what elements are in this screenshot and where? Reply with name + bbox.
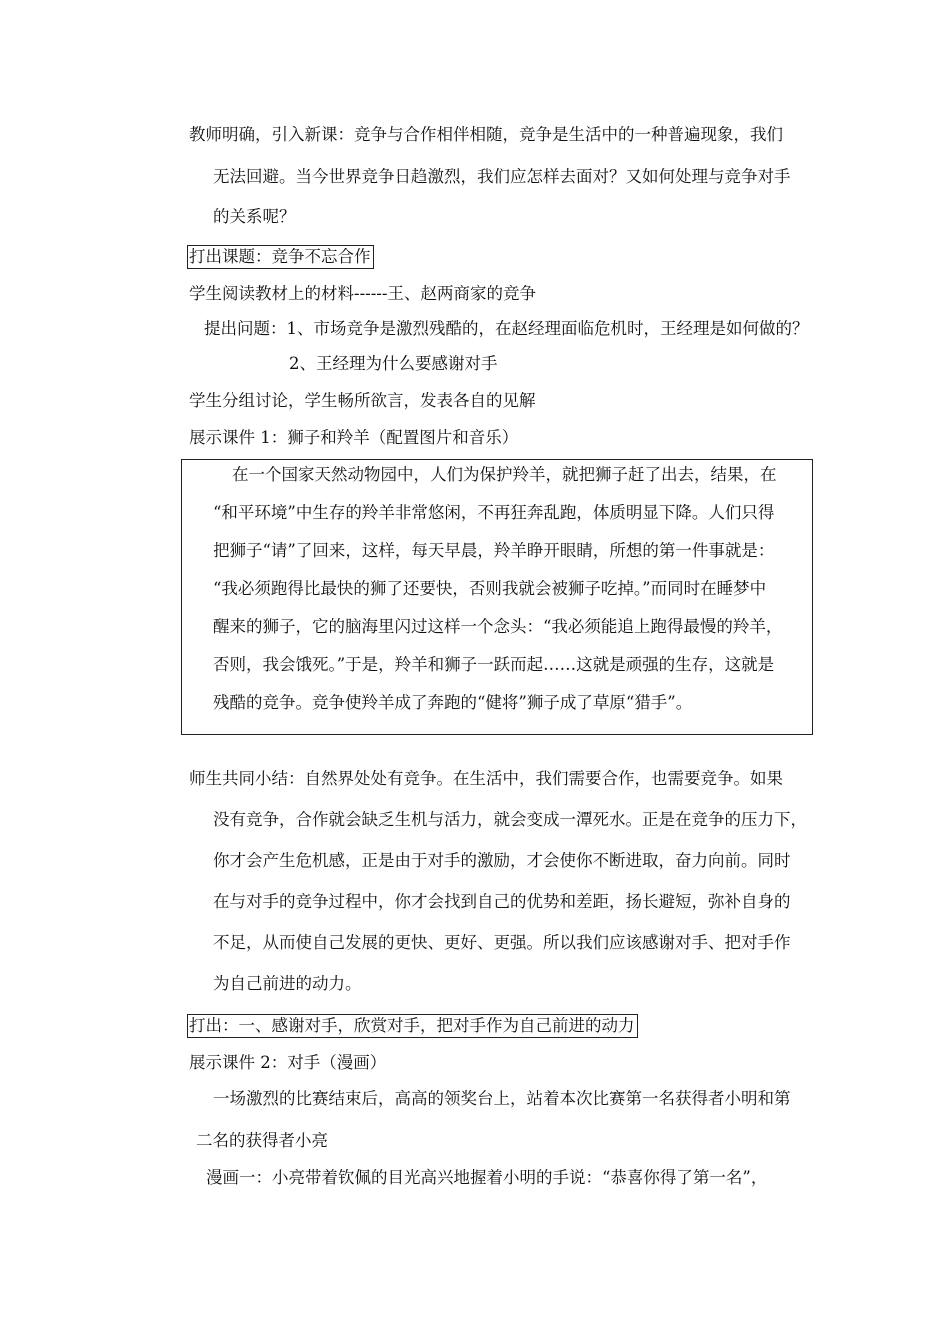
- scene-line-1: 一场激烈的比赛结束后，高高的领奖台上，站着本次比赛第一名获得者小明和第: [213, 1089, 791, 1108]
- summary-line-3: 你才会产生危机感，正是由于对手的激励，才会使你不断进取，奋力向前。同时: [213, 851, 791, 870]
- courseware-1-title: 展示课件 1：狮子和羚羊（配置图片和音乐）: [189, 428, 519, 447]
- story-line-1: 在一个国家天然动物园中，人们为保护羚羊，就把狮子赶了出去，结果，在: [232, 465, 777, 484]
- story-line-5: 醒来的狮子，它的脑海里闪过这样一个念头：“我必须能追上跑得最慢的羚羊，: [213, 617, 783, 636]
- summary-line-6: 为自己前进的动力。: [213, 974, 362, 993]
- reading-line: 学生阅读教材上的材料------王、赵两商家的竞争: [189, 284, 536, 303]
- intro-line-1: 教师明确，引入新课：竞争与合作相伴相随，竞争是生活中的一种普遍现象，我们: [189, 125, 783, 144]
- comic-1-line: 漫画一：小亮带着钦佩的目光高兴地握着小明的手说：“恭喜你得了第一名”，: [206, 1168, 768, 1187]
- summary-line-1: 师生共同小结：自然界处处有竞争。在生活中，我们需要合作，也需要竞争。如果: [189, 769, 783, 788]
- question-1: 提出问题：1、市场竞争是激烈残酷的，在赵经理面临危机时，王经理是如何做的？: [204, 319, 809, 338]
- summary-line-5: 不足，从而使自己发展的更快、更好、更强。所以我们应该感谢对手、把对手作: [213, 933, 791, 952]
- intro-line-2: 无法回避。当今世界竞争日趋激烈，我们应怎样去面对？又如何处理与竞争对手: [213, 167, 791, 186]
- courseware-2-title: 展示课件 2：对手（漫画）: [189, 1053, 387, 1072]
- discussion-line: 学生分组讨论，学生畅所欲言，发表各自的见解: [189, 391, 536, 410]
- story-line-2: “和平环境”中生存的羚羊非常悠闲，不再狂奔乱跑，体质明显下降。人们只得: [213, 503, 775, 522]
- story-line-4: “我必须跑得比最快的狮了还要快，否则我就会被狮子吃掉。”而同时在睡梦中: [213, 579, 767, 598]
- summary-line-4: 在与对手的竞争过程中，你才会找到自己的优势和差距，扬长避短，弥补自身的: [213, 892, 791, 911]
- story-line-7: 残酷的竞争。竞争使羚羊成了奔跑的“健将”狮子成了草原“猎手”。: [213, 693, 693, 712]
- story-line-6: 否则，我会饿死。”于是，羚羊和狮子一跃而起……这就是顽强的生存，这就是: [213, 655, 775, 674]
- summary-line-2: 没有竞争，合作就会缺乏生机与活力，就会变成一潭死水。正是在竞争的压力下，: [213, 810, 807, 829]
- point-boxed: 打出：一、感谢对手，欣赏对手，把对手作为自己前进的动力: [187, 1014, 638, 1038]
- story-line-3: 把狮子“请”了回来，这样，每天早晨，羚羊睁开眼睛，所想的第一件事就是：: [213, 541, 775, 560]
- topic-boxed: 打出课题：竞争不忘合作: [187, 245, 374, 269]
- scene-line-2: 二名的获得者小亮: [196, 1131, 328, 1150]
- intro-line-3: 的关系呢？: [213, 207, 296, 226]
- question-2: 2、王经理为什么要感谢对手: [289, 354, 498, 373]
